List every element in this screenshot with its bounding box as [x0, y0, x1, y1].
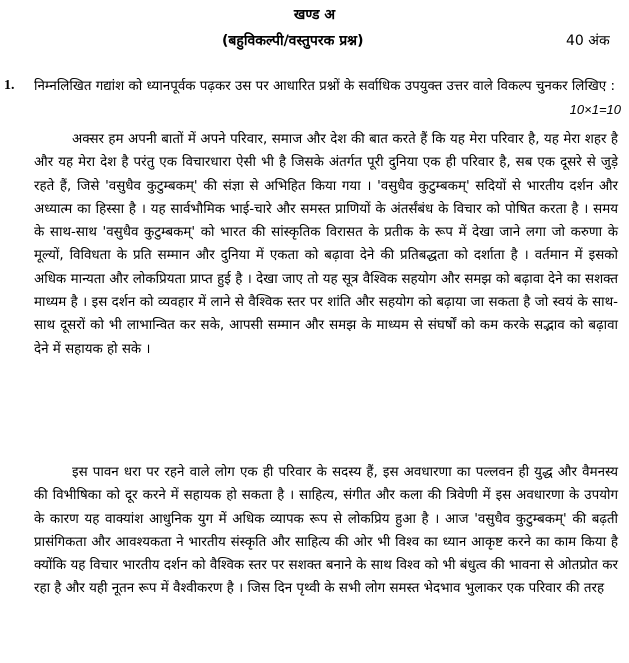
question-instruction: निम्नलिखित गद्यांश को ध्यानपूर्वक पढ़कर उस पर आधारित प्रश्नों के सर्वाधिक उपयुक्त उत्तर वाले विकल्प चुनकर लिखिए : [34, 79, 615, 94]
marks-formula: 10×1=10 [569, 102, 621, 117]
section-subheading-row [0, 30, 629, 52]
passage-paragraph-1: अक्सर हम अपनी बातों में अपने परिवार, समाज और देश की बात करते हैं कि यह मेरा परिवार है, यह मेरा शहर है और यह मेरा देश है परंतु एक विचारधारा ऐसी भी है जिसके अंतर्गत पूरी दुनिया एक ही परिवार है, सब एक दूसरे से जुड़े रहते हैं, जिसे 'वसुधैव कुटुम्बकम्' की संज्ञा से अभिहित किया गया । 'वसुधैव कुटुम्बकम्' सदियों से भारतीय दर्शन और अध्यात्म का हिस्सा है । यह सार्वभौमिक भाई-चारे और समस्त प्राणियों के अंतर्संबंध के विचार को पोषित करता है । समय के साथ-साथ 'वसुधैव कुटुम्बकम्' को भारत की सांस्कृतिक विरासत के प्रतीक के रूप में देखा जाने लगा जो करुणा के मूल्यों, विविधता के प्रति सम्मान और दुनिया में एकता को बढ़ावा देने की प्रतिबद्धता को दर्शाता है । वर्तमान में इसको अधिक मान्यता और लोकप्रियता प्राप्त हुई है । देखा जाए तो यह सूत्र वैश्विक सहयोग और समझ को बढ़ावा देने का सशक्त माध्यम है । इस दर्शन को व्यवहार में लाने से वैश्विक स्तर पर शांति और सहयोग को बढ़ाया जा सकता है जो स्वयं के साथ-साथ दूसरों को भी लाभान्वित कर सके, आपसी सम्मान और समझ के माध्यम से संघर्षों को कम करके सद्भाव को बढ़ावा देने में सहायक हो सके । [34, 132, 618, 357]
passage-paragraph-2: इस पावन धरा पर रहने वाले लोग एक ही परिवार के सदस्य हैं, इस अवधारणा का पल्लवन ही युद्ध और वैमनस्य की विभीषिका को दूर करने में सहायक हो सकता है । साहित्य, संगीत और कला की त्रिवेणी में इस अवधारणा के उपयोग के कारण यह वाक्यांश आधुनिक युग में अधिक व्यापक रूप से लोकप्रिय हुआ है । आज 'वसुधैव कुटुम्बकम्' की बढ़ती प्रासंगिकता और आवश्यकता ने भारतीय संस्कृति और साहित्य की ओर भी विश्व का ध्यान आकृष्ट करने का काम किया है क्योंकि यह विचार भारतीय दर्शन को वैश्विक स्तर पर सशक्त बनाने के साथ विश्व को भी बंधुत्व की भावना से ओतप्रोत कर रहा है और यही नूतन रूप में वैश्वीकरण है । जिस दिन पृथ्वी के सभी लोग समस्त भेदभाव भुलाकर एक परिवार की तरह [34, 465, 618, 597]
question-type-heading: (बहुविकल्पी/वस्तुपरक प्रश्न) [222, 33, 364, 49]
section-marks: 40 अंक [566, 33, 610, 49]
section-title: खण्ड अ [293, 7, 336, 23]
question-number: 1. [4, 78, 15, 93]
